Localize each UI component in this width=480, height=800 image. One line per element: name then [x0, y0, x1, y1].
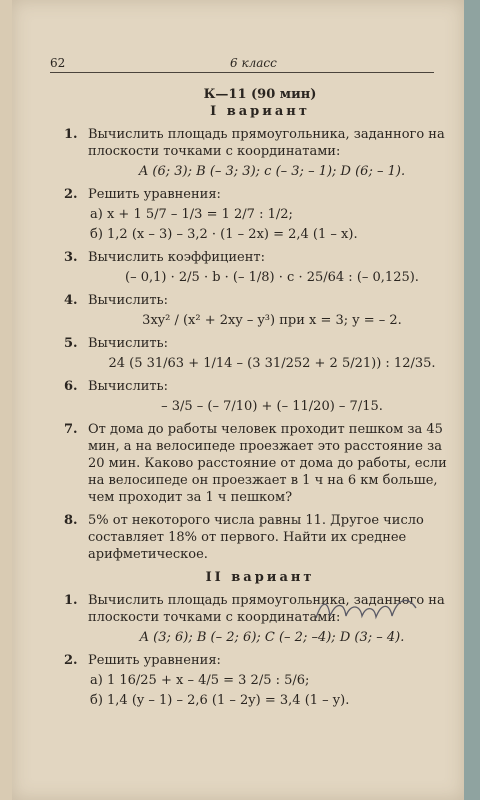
task-text: Решить уравнения: — [88, 187, 221, 202]
task-formula: A (6; 3); B (– 3; 3); c (– 3; – 1); D (6; – 1). — [138, 164, 406, 179]
task-1 — [64, 126, 456, 180]
task-text: Вычислить: — [88, 336, 169, 351]
grade-label: 6 класс — [230, 56, 277, 70]
test-title: К—11 (90 мин) — [203, 87, 317, 102]
task-7 — [64, 421, 456, 506]
variant-2-label: II вариант — [205, 570, 315, 585]
task-number: 8. — [64, 513, 78, 528]
task-text: 5% от некоторого числа равны 11. Другое число составляет 18% от первого. Найти их среднее арифметическое. — [88, 513, 424, 562]
task-text: От дома до работы человек проходит пешком за 45 мин, а на велосипеде проезжает это расстояние за 20 мин. Каково расстояние от дома до работы, если на велосипеде он проезжает в 1 ч на 6 км больше, чем проходит за 1 ч пешком? — [88, 422, 447, 505]
task-number: 6. — [64, 379, 78, 394]
handwritten-note — [312, 590, 422, 630]
task-number: 7. — [64, 422, 78, 437]
task-number: 2. — [64, 653, 78, 668]
task-5 — [64, 335, 456, 372]
task-text: Вычислить площадь прямоугольника, заданного на плоскости точками с координатами: — [88, 593, 445, 625]
task-formula: 3xy² / (x² + 2xy – y³) при x = 3; y = – 2. — [142, 313, 402, 328]
task-number: 5. — [64, 336, 78, 351]
task-formula: – 3/5 – (– 7/10) + (– 11/20) – 7/15. — [161, 399, 383, 414]
equation-a: а) x + 1 5/7 – 1/3 = 1 2/7 : 1/2; — [90, 207, 293, 222]
task-6 — [64, 378, 456, 415]
task-number: 2. — [64, 187, 78, 202]
task-4 — [64, 292, 456, 329]
task-text: Вычислить коэффициент: — [88, 250, 265, 265]
page-number: 62 — [50, 56, 66, 70]
task-3 — [64, 249, 456, 286]
page-header — [50, 56, 434, 72]
book-page — [12, 0, 464, 800]
header-rule — [50, 72, 434, 73]
task-number: 1. — [64, 127, 78, 142]
task-formula: 24 (5 31/63 + 1/14 – (3 31/252 + 2 5/21)) : 12/35. — [108, 356, 436, 371]
task-text: Вычислить: — [88, 379, 169, 394]
task-text: Вычислить площадь прямоугольника, заданного на плоскости точками с координатами: — [88, 127, 445, 159]
variant-1-label: I вариант — [210, 104, 310, 119]
equation-b: б) 1,4 (y – 1) – 2,6 (1 – 2y) = 3,4 (1 – y). — [90, 693, 350, 708]
task-8 — [64, 512, 456, 563]
task-text: Решить уравнения: — [88, 653, 221, 668]
task-formula: A (3; 6); B (– 2; 6); C (– 2; –4); D (3; – 4). — [139, 630, 405, 645]
task-number: 1. — [64, 593, 78, 608]
page-edge — [464, 0, 480, 800]
task-number: 3. — [64, 250, 78, 265]
task-number: 4. — [64, 293, 78, 308]
task-text: Вычислить: — [88, 293, 169, 308]
task-2 — [64, 186, 456, 243]
task-2-v2 — [64, 652, 456, 709]
equation-a: а) 1 16/25 + x – 4/5 = 3 2/5 : 5/6; — [90, 673, 310, 688]
equation-b: б) 1,2 (x – 3) – 3,2 · (1 – 2x) = 2,4 (1 – x). — [90, 227, 358, 242]
task-formula: (– 0,1) · 2/5 · b · (– 1/8) · c · 25/64 : (– 0,125). — [125, 270, 419, 285]
